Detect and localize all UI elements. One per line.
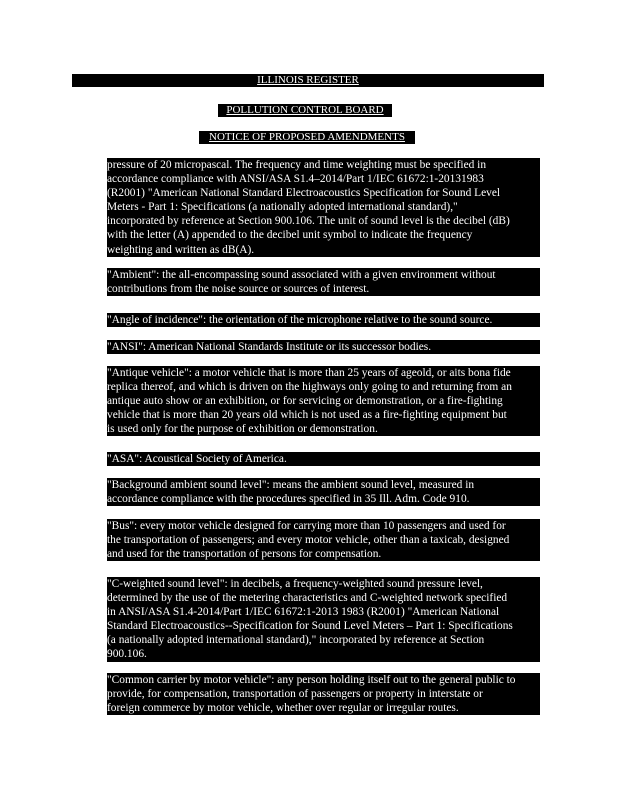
paragraph-line: the transportation of passengers; and every motor vehicle, other than a taxicab, designed — [107, 533, 540, 547]
paragraph-line: accordance compliance with the procedures specified in 35 Ill. Adm. Code 910. — [107, 492, 540, 506]
paragraph-line: "ANSI": American National Standards Institute or its successor bodies. — [107, 340, 540, 354]
paragraph-line: "Background ambient sound level": means the ambient sound level, measured in — [107, 478, 540, 492]
paragraph-line: "C-weighted sound level": in decibels, a frequency-weighted sound pressure level, — [107, 577, 540, 591]
paragraph-line: replica thereof, and which is driven on the highways only going to and returning from an — [107, 380, 540, 394]
paragraph-line: is used only for the purpose of exhibition or demonstration. — [107, 422, 540, 436]
paragraph-line: "Ambient": the all-encompassing sound associated with a given environment without — [107, 268, 540, 282]
paragraph-line: (a nationally adopted international standard)," incorporated by reference at Section — [107, 633, 540, 647]
paragraph-line: "Angle of incidence": the orientation of the microphone relative to the sound source. — [107, 313, 540, 327]
definition-paragraph — [107, 158, 540, 257]
paragraph-line: with the letter (A) appended to the decibel unit symbol to indicate the frequency — [107, 228, 540, 242]
paragraph-line: incorporated by reference at Section 900.106. The unit of sound level is the decibel (dB) — [107, 214, 540, 228]
paragraph-line: in ANSI/ASA S1.4-2014/Part 1/IEC 61672:1-2013 1983 (R2001) "American National — [107, 605, 540, 619]
definition-paragraph — [107, 313, 540, 327]
paragraph-line: vehicle that is more than 20 years old which is not used as a fire-fighting equipment but — [107, 408, 540, 422]
paragraph-line: "Bus": every motor vehicle designed for carrying more than 10 passengers and used for — [107, 519, 540, 533]
paragraph-line: Standard Electroacoustics--Specification for Sound Level Meters – Part 1: Specifications — [107, 619, 540, 633]
paragraph-line: foreign commerce by motor vehicle, whether over regular or irregular routes. — [107, 701, 540, 715]
paragraph-line: accordance compliance with ANSI/ASA S1.4–2014/Part 1/IEC 61672:1-20131983 — [107, 172, 540, 186]
notice-title: NOTICE OF PROPOSED AMENDMENTS — [199, 131, 415, 144]
paragraph-line: weighting and written as dB(A). — [107, 243, 540, 257]
paragraph-line: and used for the transportation of persons for compensation. — [107, 547, 540, 561]
paragraph-line: (R2001) "American National Standard Electroacoustics Specification for Sound Level — [107, 186, 540, 200]
paragraph-line: "ASA": Acoustical Society of America. — [107, 452, 540, 466]
paragraph-line: antique auto show or an exhibition, or for servicing or demonstration, or a fire-fighting — [107, 394, 540, 408]
paragraph-line: provide, for compensation, transportation of passengers or property in interstate or — [107, 687, 540, 701]
definition-paragraph — [107, 340, 540, 354]
paragraph-line: "Common carrier by motor vehicle": any person holding itself out to the general public to — [107, 673, 540, 687]
definition-paragraph — [107, 452, 540, 466]
definition-paragraph — [107, 519, 540, 561]
paragraph-line: "Antique vehicle": a motor vehicle that is more than 25 years of ageold, or aits bona fide — [107, 366, 540, 380]
paragraph-line: contributions from the noise source or sources of interest. — [107, 282, 540, 296]
definition-paragraph — [107, 577, 540, 662]
definition-paragraph — [107, 268, 540, 296]
definition-paragraph — [107, 366, 540, 436]
paragraph-line: pressure of 20 micropascal. The frequency and time weighting must be specified in — [107, 158, 540, 172]
paragraph-line: Meters - Part 1: Specifications (a nationally adopted international standard)," — [107, 200, 540, 214]
definition-paragraph — [107, 478, 540, 506]
paragraph-line: 900.106. — [107, 647, 540, 661]
board-title: POLLUTION CONTROL BOARD — [218, 104, 392, 117]
register-title: ILLINOIS REGISTER — [72, 74, 544, 87]
paragraph-line: determined by the use of the metering characteristics and C-weighted network specified — [107, 591, 540, 605]
definition-paragraph — [107, 673, 540, 715]
